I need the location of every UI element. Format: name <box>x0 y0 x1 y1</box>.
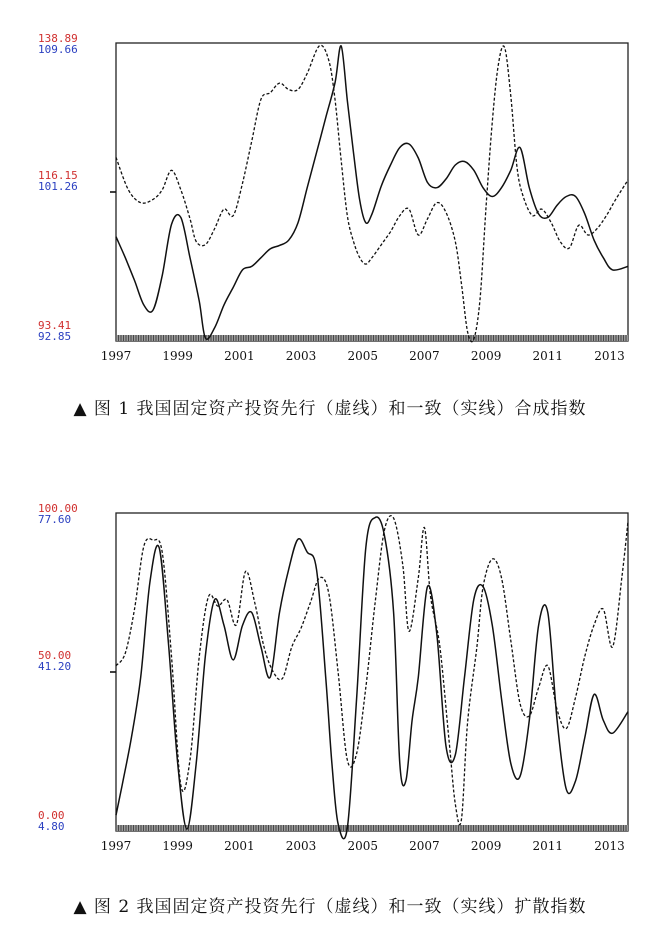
figure-1 <box>0 0 660 440</box>
x-tick-label: 2011 <box>532 349 564 363</box>
y-label-blue: 77.60 <box>38 513 72 526</box>
plot-area-2 <box>116 513 628 831</box>
y-label-blue: 92.85 <box>38 330 72 343</box>
y-label-blue: 41.20 <box>38 660 72 673</box>
chart-2 <box>0 475 660 885</box>
leading-index-line-1 <box>116 45 628 341</box>
x-tick-label: 2007 <box>409 349 440 363</box>
x-tick-label: 2009 <box>470 839 502 853</box>
x-tick-label: 2013 <box>594 839 625 853</box>
y-label-red: 116.15 <box>38 169 78 182</box>
figure-1-caption: ▲ 图 1 我国固定资产投资先行（虚线）和一致（实线）合成指数 <box>73 399 587 419</box>
y-label-blue: 4.80 <box>38 820 65 833</box>
x-tick-label: 2005 <box>347 349 379 363</box>
y-label-blue: 101.26 <box>38 180 78 193</box>
y-label-red: 100.00 <box>38 502 78 515</box>
plot-area-1 <box>116 43 628 341</box>
coincident-index-line-1 <box>116 46 628 339</box>
x-tick-label: 1997 <box>100 839 132 853</box>
x-tick-label: 1999 <box>162 349 193 363</box>
x-tick-label: 2003 <box>285 839 317 853</box>
x-tick-label: 2007 <box>409 839 440 853</box>
y-label-red: 50.00 <box>38 649 72 662</box>
chart-1 <box>0 0 660 390</box>
x-tick-label: 2009 <box>470 349 502 363</box>
y-label-red: 0.00 <box>38 809 65 822</box>
x-tick-label: 2005 <box>347 839 379 853</box>
figure-2-caption: ▲ 图 2 我国固定资产投资先行（虚线）和一致（实线）扩散指数 <box>73 897 587 917</box>
y-label-blue: 109.66 <box>38 43 78 56</box>
x-tick-label: 2011 <box>532 839 564 853</box>
x-tick-label: 2003 <box>285 349 317 363</box>
y-label-red: 138.89 <box>38 32 78 45</box>
coincident-index-line-2 <box>116 517 628 839</box>
x-tick-label: 2001 <box>224 839 255 853</box>
x-tick-label: 2013 <box>594 349 625 363</box>
x-tick-label: 1997 <box>100 349 132 363</box>
x-tick-label: 1999 <box>162 839 193 853</box>
figure-2 <box>0 475 660 949</box>
leading-index-line-2 <box>116 516 628 825</box>
x-tick-label: 2001 <box>224 349 255 363</box>
y-label-red: 93.41 <box>38 319 72 332</box>
